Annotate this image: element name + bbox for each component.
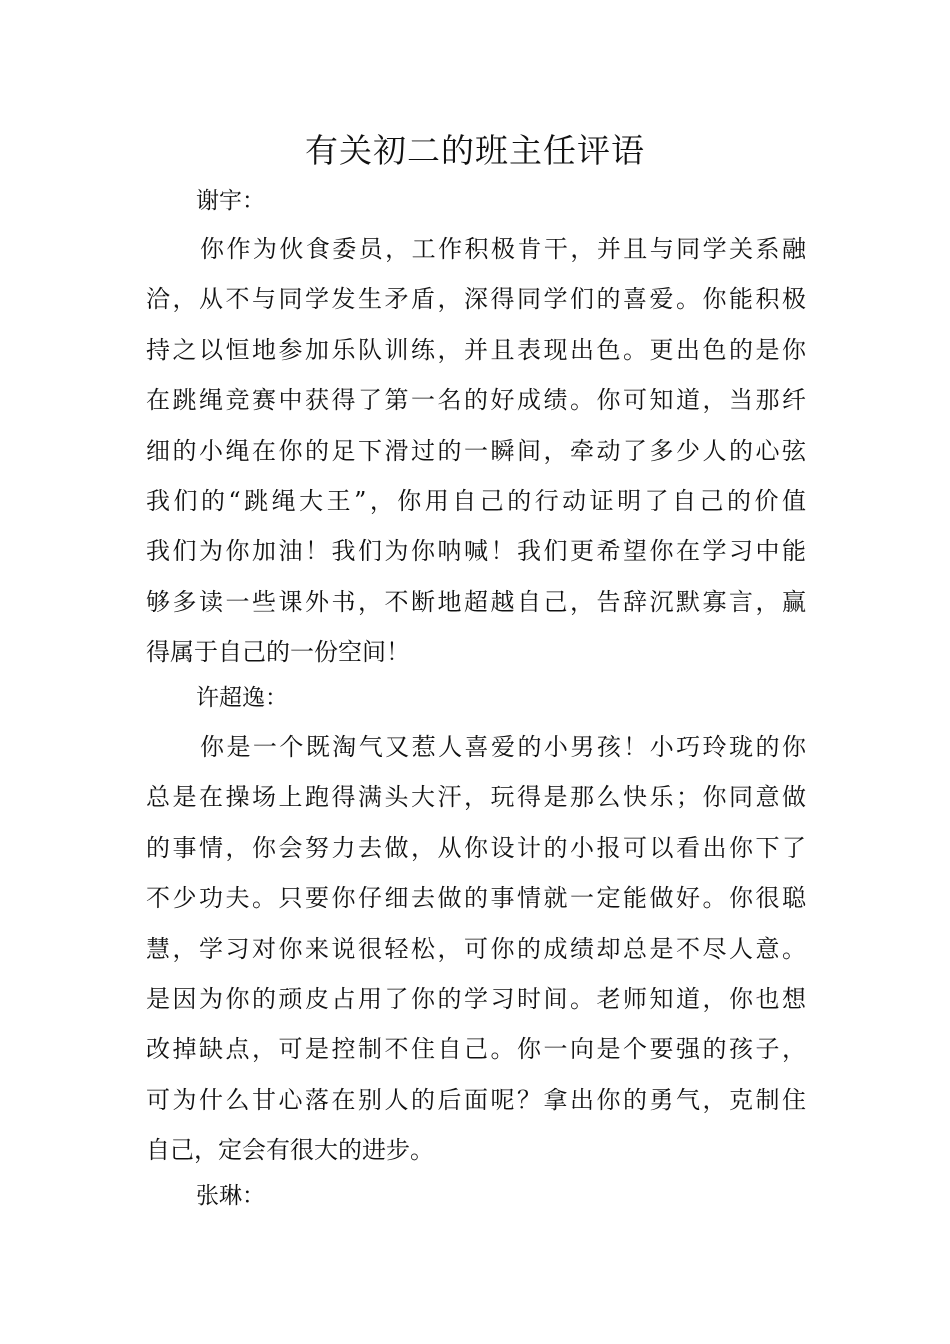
paragraph-line: 自己，定会有很大的进步。 <box>146 1136 434 1165</box>
paragraph-line: 细的小绳在你的足下滑过的一瞬间，牵动了多少人的心弦 <box>146 436 806 465</box>
paragraph-line: 慧，学习对你来说很轻松，可你的成绩却总是不尽人意。 <box>146 934 806 963</box>
paragraph-line: 我们的“跳绳大王”，你用自己的行动证明了自己的价值 <box>146 486 806 515</box>
student-name-2: 许超逸： <box>196 685 288 711</box>
paragraph-line: 的事情，你会努力去做，从你设计的小报可以看出你下了 <box>146 833 806 862</box>
paragraph-line: 得属于自己的一份空间！ <box>146 638 410 667</box>
paragraph-line: 是因为你的顽皮占用了你的学习时间。老师知道，你也想 <box>146 984 806 1013</box>
paragraph-line: 洽，从不与同学发生矛盾，深得同学们的喜爱。你能积极 <box>146 285 806 314</box>
paragraph-line: 改掉缺点，可是控制不住自己。你一向是个要强的孩子， <box>146 1035 806 1064</box>
paragraph-line: 你作为伙食委员，工作积极肯干，并且与同学关系融 <box>200 235 806 263</box>
paragraph-line: 可为什么甘心落在别人的后面呢？拿出你的勇气，克制住 <box>146 1085 806 1114</box>
paragraph-line: 持之以恒地参加乐队训练，并且表现出色。更出色的是你 <box>146 335 806 364</box>
paragraph-line: 我们为你加油！我们为你呐喊！我们更希望你在学习中能 <box>146 537 806 566</box>
comment-paragraph-2 <box>146 722 806 1176</box>
student-name-3: 张琳： <box>196 1183 265 1209</box>
paragraph-line: 总是在操场上跑得满头大汗，玩得是那么快乐；你同意做 <box>146 783 806 812</box>
paragraph-line: 够多读一些课外书，不断地超越自己，告辞沉默寡言，赢 <box>146 587 806 616</box>
paragraph-line: 不少功夫。只要你仔细去做的事情就一定能做好。你很聪 <box>146 884 806 913</box>
comment-paragraph-1 <box>146 224 806 678</box>
document-title: 有关初二的班主任评语 <box>305 131 645 170</box>
paragraph-line: 你是一个既淘气又惹人喜爱的小男孩！小巧玲珑的你 <box>200 733 806 761</box>
paragraph-line: 在跳绳竞赛中获得了第一名的好成绩。你可知道，当那纤 <box>146 386 806 415</box>
student-name-1: 谢宇： <box>196 188 265 214</box>
